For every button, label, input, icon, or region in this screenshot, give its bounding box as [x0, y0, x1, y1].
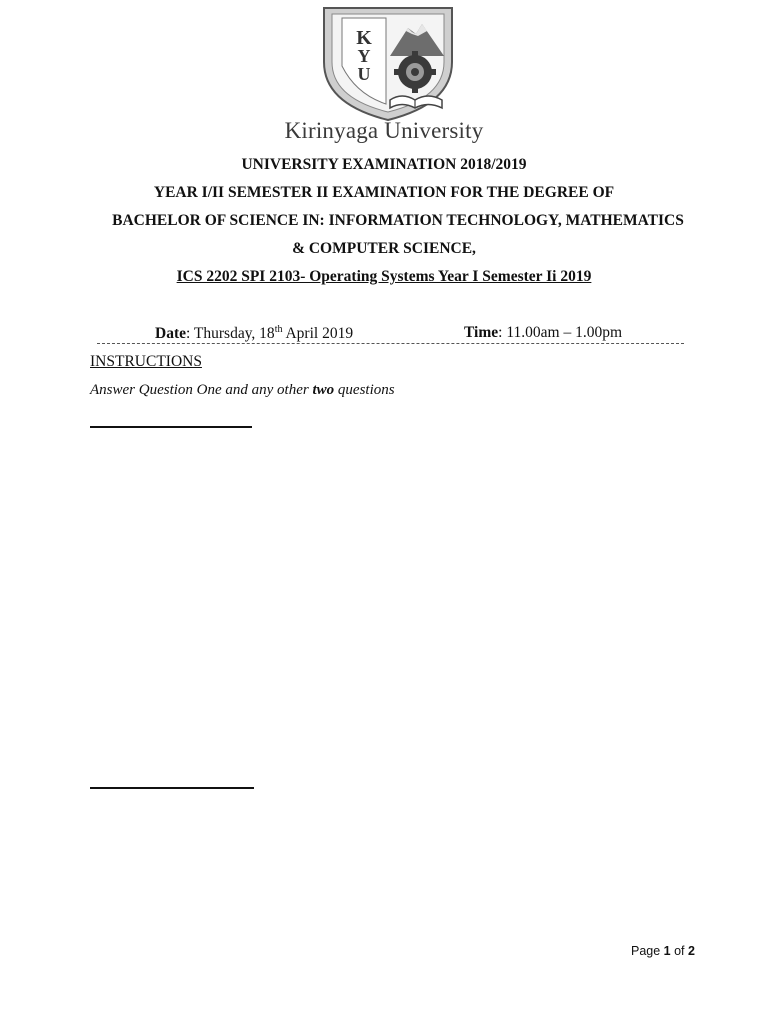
date-time-line	[97, 324, 684, 344]
instructions-heading: INSTRUCTIONS	[90, 353, 202, 370]
date-value-suffix: April 2019	[282, 325, 354, 343]
university-name: Kirinyaga University	[284, 118, 484, 143]
svg-text:U: U	[357, 64, 371, 84]
course-line: ICS 2202 SPI 2103- Operating Systems Year I Semester Ii 2019	[176, 268, 592, 285]
exam-subtitle: YEAR I/II SEMESTER II EXAMINATION FOR THE DEGREE OF	[153, 184, 615, 201]
divider-line-bottom	[90, 787, 254, 789]
logo-letters: K	[356, 27, 372, 49]
instructions-text-before: Answer Question One and any other	[90, 382, 313, 398]
page-label: Page	[631, 944, 664, 958]
exam-title: UNIVERSITY EXAMINATION 2018/2019	[241, 156, 527, 173]
degree-line-1: BACHELOR OF SCIENCE IN: INFORMATION TECHNOLOGY, MATHEMATICS	[112, 212, 684, 229]
page-of: of	[670, 944, 688, 958]
date-value-prefix: : Thursday, 18	[186, 325, 275, 343]
time-label: Time	[464, 324, 499, 341]
degree-line-2: & COMPUTER SCIENCE,	[292, 240, 476, 257]
date-label: Date	[155, 325, 186, 343]
kyu-logo	[318, 4, 458, 122]
exam-time	[464, 324, 622, 342]
divider-line-top	[90, 426, 252, 428]
date-superscript: th	[274, 324, 283, 335]
instructions-text	[90, 382, 395, 399]
exam-date	[155, 324, 353, 343]
page-total: 2	[688, 944, 695, 958]
page-number	[631, 944, 695, 958]
time-value: : 11.00am – 1.00pm	[498, 324, 623, 341]
page-current: 1	[663, 944, 671, 958]
svg-text:Y: Y	[357, 46, 371, 66]
instructions-text-after: questions	[334, 382, 395, 398]
instructions-emphasis: two	[312, 382, 335, 398]
